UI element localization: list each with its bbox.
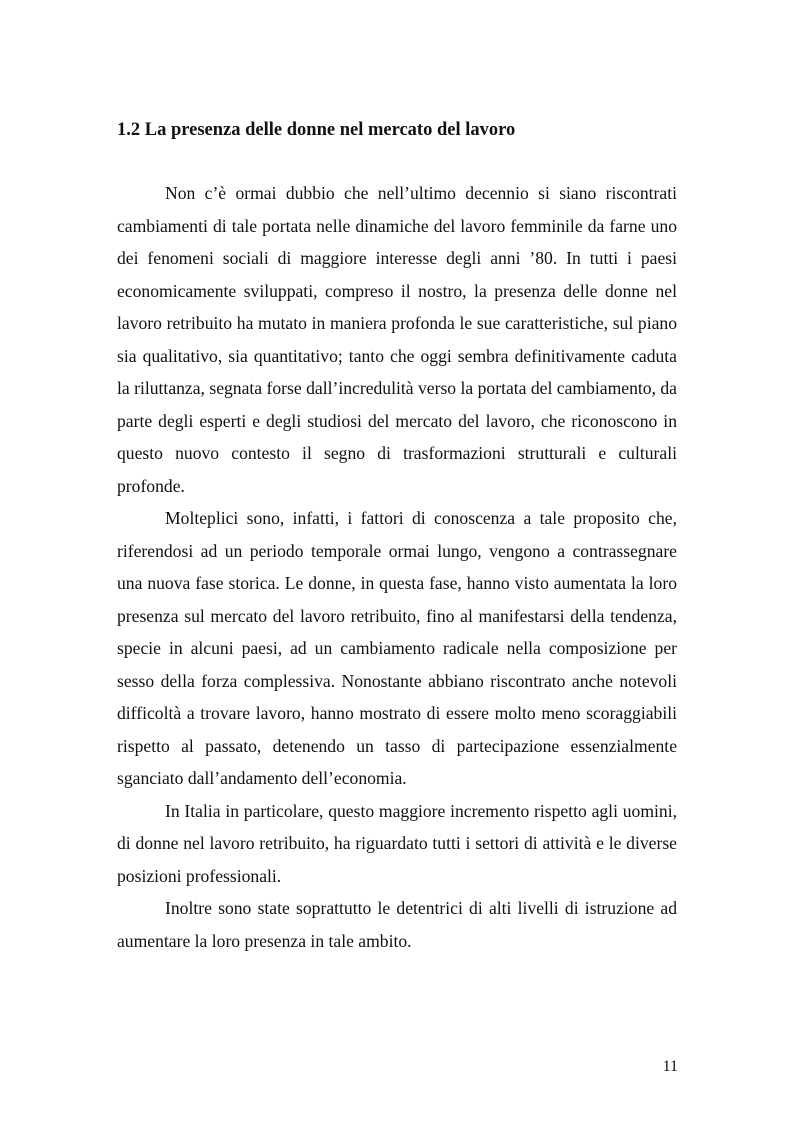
section-heading: 1.2 La presenza delle donne nel mercato del lavoro (117, 120, 516, 140)
page-number: 11 (662, 1058, 678, 1075)
paragraph: Molteplici sono, infatti, i fattori di conoscenza a tale proposito che, riferendosi ad un periodo temporale ormai lungo, vengono a contrassegnare una nuova fase storica. Le donne, in questa fase, hanno visto aumentata la loro presenza sul mercato del lavoro retribuito, fino al manifestarsi della tendenza, specie in alcuni paesi, ad un cambiamento radicale nella composizione per sesso della forza complessiva. Nonostante abbiano riscontrato anche notevoli difficoltà a trovare lavoro, hanno mostrato di essere molto meno scoraggiabili rispetto al passato, detenendo un tasso di partecipazione essenzialmente sganciato dall’andamento dell’economia. (117, 508, 677, 788)
paragraph: In Italia in particolare, questo maggiore incremento rispetto agli uomini, di donne nel lavoro retribuito, ha riguardato tutti i settori di attività e le diverse posizioni professionali. (117, 800, 677, 886)
body-text (117, 177, 677, 957)
paragraph: Inoltre sono state soprattutto le detentrici di alti livelli di istruzione ad aumentare la loro presenza in tale ambito. (117, 898, 677, 951)
paragraph: Non c’è ormai dubbio che nell’ultimo decennio si siano riscontrati cambiamenti di tale portata nelle dinamiche del lavoro femminile da farne uno dei fenomeni sociali di maggiore interesse degli anni ’80. In tutti i paesi economicamente sviluppati, compreso il nostro, la presenza delle donne nel lavoro retribuito ha mutato in maniera profonda le sue caratteristiche, sul piano sia qualitativo, sia quantitativo; tanto che oggi sembra definitivamente caduta la riluttanza, segnata forse dall’incredulità verso la portata del cambiamento, da parte degli esperti e degli studiosi del mercato del lavoro, che riconoscono in questo nuovo contesto il segno di trasformazioni strutturali e culturali profonde. (117, 183, 677, 496)
